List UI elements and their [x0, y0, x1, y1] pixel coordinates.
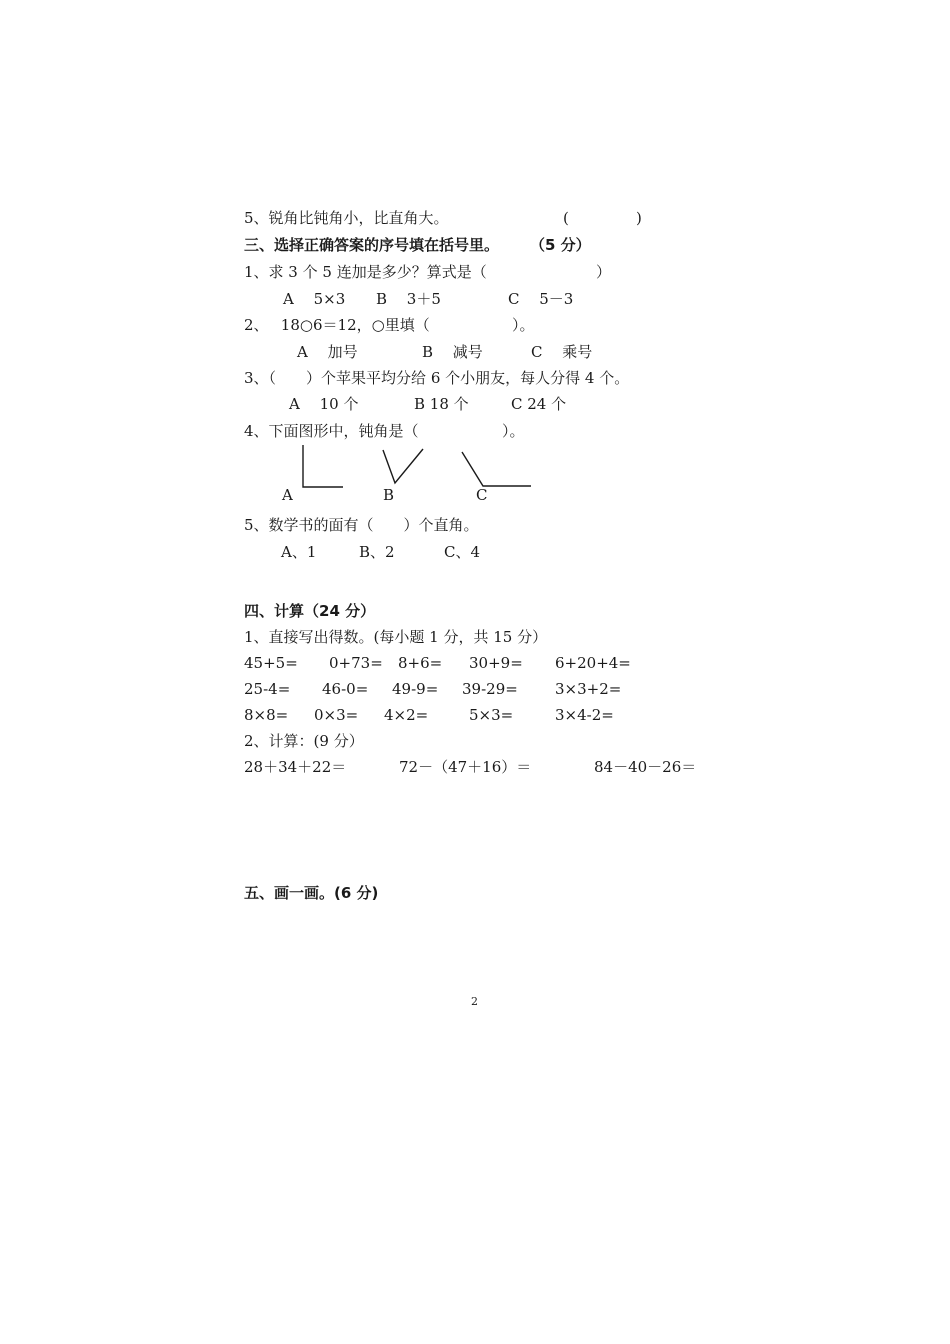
multi-step-item: 72－（47＋16）＝	[399, 758, 532, 776]
calc-item: 3×4-2=	[555, 706, 614, 724]
question-3-option-a: A 10 个	[289, 395, 359, 413]
choice-question-1: 1、求 3 个 5 连加是多少？算式是（	[244, 263, 487, 281]
question-5-option-c: C、4	[444, 543, 481, 561]
part-1-title: 1、直接写出得数。(每小题 1 分，共 15 分）	[244, 628, 548, 646]
answer-paren-open: (	[563, 209, 569, 227]
choice-question-1-close: ）	[596, 263, 612, 281]
angle-label-a: A	[282, 486, 293, 504]
angle-c-obtuse	[462, 452, 531, 486]
calc-item: 6+20+4=	[555, 654, 631, 672]
true-false-question-5: 5、锐角比钝角小，比直角大。	[244, 209, 449, 227]
angle-b-acute	[383, 449, 423, 483]
choice-question-4: 4、下面图形中，钝角是（	[244, 422, 419, 440]
question-1-option-a: A 5×3	[283, 290, 346, 308]
multi-step-item: 84－40－26＝	[594, 758, 697, 776]
question-3-option-b: B 18 个	[414, 395, 469, 413]
angle-label-c: C	[476, 486, 488, 504]
question-2-option-a: A 加号	[297, 343, 358, 361]
choice-question-2-close: ）。	[512, 316, 535, 334]
question-1-option-b: B 3＋5	[376, 290, 441, 308]
choice-question-3: 3、（ ）个苹果平均分给 6 个小朋友，每人分得 4 个。	[244, 369, 630, 387]
question-5-option-a: A、1	[281, 543, 317, 561]
question-2-option-c: C 乘号	[531, 343, 593, 361]
page-number: 2	[471, 995, 478, 1008]
angle-a-right	[303, 445, 343, 487]
question-3-option-c: C 24 个	[511, 395, 567, 413]
calc-item: 8×8=	[244, 706, 289, 724]
calc-item: 46-0=	[322, 680, 369, 698]
question-2-option-b: B 减号	[422, 343, 483, 361]
answer-paren-close: )	[636, 209, 642, 227]
calc-item: 0+73=	[329, 654, 383, 672]
calc-item: 49-9=	[392, 680, 439, 698]
choice-question-2: 2、 18○6＝12，○里填（	[244, 316, 430, 334]
calc-item: 8+6=	[398, 654, 443, 672]
question-5-option-b: B、2	[359, 543, 395, 561]
calc-item: 0×3=	[314, 706, 359, 724]
section-5-title: 五、画一画。(6 分)	[244, 884, 379, 902]
calc-item: 5×3=	[469, 706, 514, 724]
angle-label-b: B	[383, 486, 395, 504]
multi-step-item: 28＋34＋22＝	[244, 758, 347, 776]
calc-item: 3×3+2=	[555, 680, 622, 698]
section-3-score: （5 分）	[530, 236, 591, 254]
choice-question-4-close: ）。	[502, 422, 525, 440]
calc-item: 30+9=	[469, 654, 523, 672]
calc-item: 25-4=	[244, 680, 291, 698]
part-2-title: 2、计算：(9 分）	[244, 732, 364, 750]
section-3-title: 三、选择正确答案的序号填在括号里。	[244, 236, 500, 254]
question-1-option-c: C 5－3	[508, 290, 574, 308]
section-4-title: 四、计算（24 分）	[244, 602, 376, 620]
calc-item: 39-29=	[462, 680, 518, 698]
choice-question-5: 5、数学书的面有（ ）个直角。	[244, 516, 479, 534]
calc-item: 45+5=	[244, 654, 298, 672]
calc-item: 4×2=	[384, 706, 429, 724]
